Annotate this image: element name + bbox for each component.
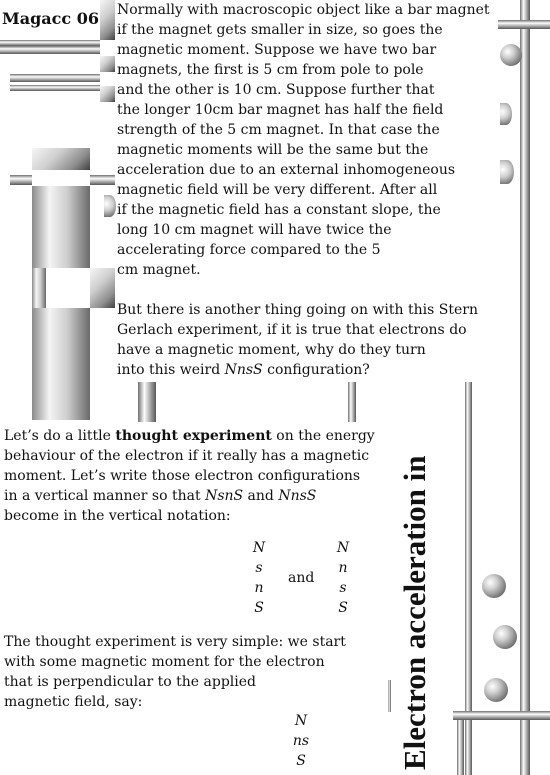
cross-bar-right	[90, 175, 115, 185]
vertical-notation-right: N n s S	[336, 540, 350, 616]
paragraph-intro: Normally with macroscopic object like a bar magnet if the magnet gets smaller in size, so goes the magnetic moment. Suppose we have two bar magnets, the first is 5 cm from pole to pole and the other is 10 cm. Suppose further that the longer 10cm bar magnet has half the field strength of the 5 cm magnet. In that case the magnetic moments will be the same but the acceleration due to an external inhomogeneous magnetic field will be very different. After all if the magnetic field has a constant slope, the long 10 cm magnet will have twice the accelerating force compared to the 5 cm magnet.	[117, 2, 490, 278]
paragraph-thought-experiment: Let’s do a little thought experiment on the energy behaviour of the electron if it really has a magnetic moment. Let’s write those electron configurations in a vertical manner so that NsnS and NnsS become in the vertical notation:	[4, 428, 375, 524]
corner-block-1	[100, 0, 115, 40]
bottom-post-left	[457, 720, 464, 775]
left-bar-2	[0, 46, 100, 54]
sphere-4	[482, 574, 506, 598]
sphere-2	[500, 103, 512, 125]
vertical-notation-left: N s n S	[252, 540, 266, 616]
pillar-side-block	[90, 268, 115, 308]
corner-block-2	[100, 56, 115, 72]
cross-bar-left	[10, 175, 32, 185]
page-title: Magacc 06	[2, 9, 99, 28]
corner-block-3	[100, 86, 115, 102]
pillar-upper	[32, 186, 90, 268]
right-crossbar-bottom	[453, 711, 550, 720]
thin-post	[388, 680, 391, 712]
paragraph-setup: The thought experiment is very simple: we start with some magnetic moment for the electron that is perpendicular to the applied magnetic field, say:	[4, 634, 346, 710]
right-rail-top	[520, 0, 530, 775]
right-crossbar-top	[498, 20, 550, 29]
pillar-left-strip	[32, 268, 46, 308]
short-post-1	[138, 382, 156, 422]
short-post-2	[348, 382, 356, 422]
side-knob	[104, 195, 116, 217]
sphere-3	[500, 160, 514, 184]
paragraph-stern-gerlach: But there is another thing going on with this Stern Gerlach experiment, if it is true that electrons do have a magnetic moment, why do they turn into this weird NnsS configuration?	[117, 302, 478, 378]
sphere-5	[493, 625, 517, 649]
vertical-notation-and: and	[288, 570, 315, 586]
final-notation: N ns S	[292, 713, 310, 769]
left-bar-4	[10, 85, 100, 91]
left-bar-3	[10, 74, 100, 82]
cap-block	[32, 148, 90, 170]
sphere-1	[500, 44, 522, 66]
pillar-window	[46, 268, 90, 308]
sphere-6	[484, 678, 508, 702]
pillar-lower	[32, 308, 90, 420]
side-title: Electron acceleration in	[397, 455, 432, 770]
